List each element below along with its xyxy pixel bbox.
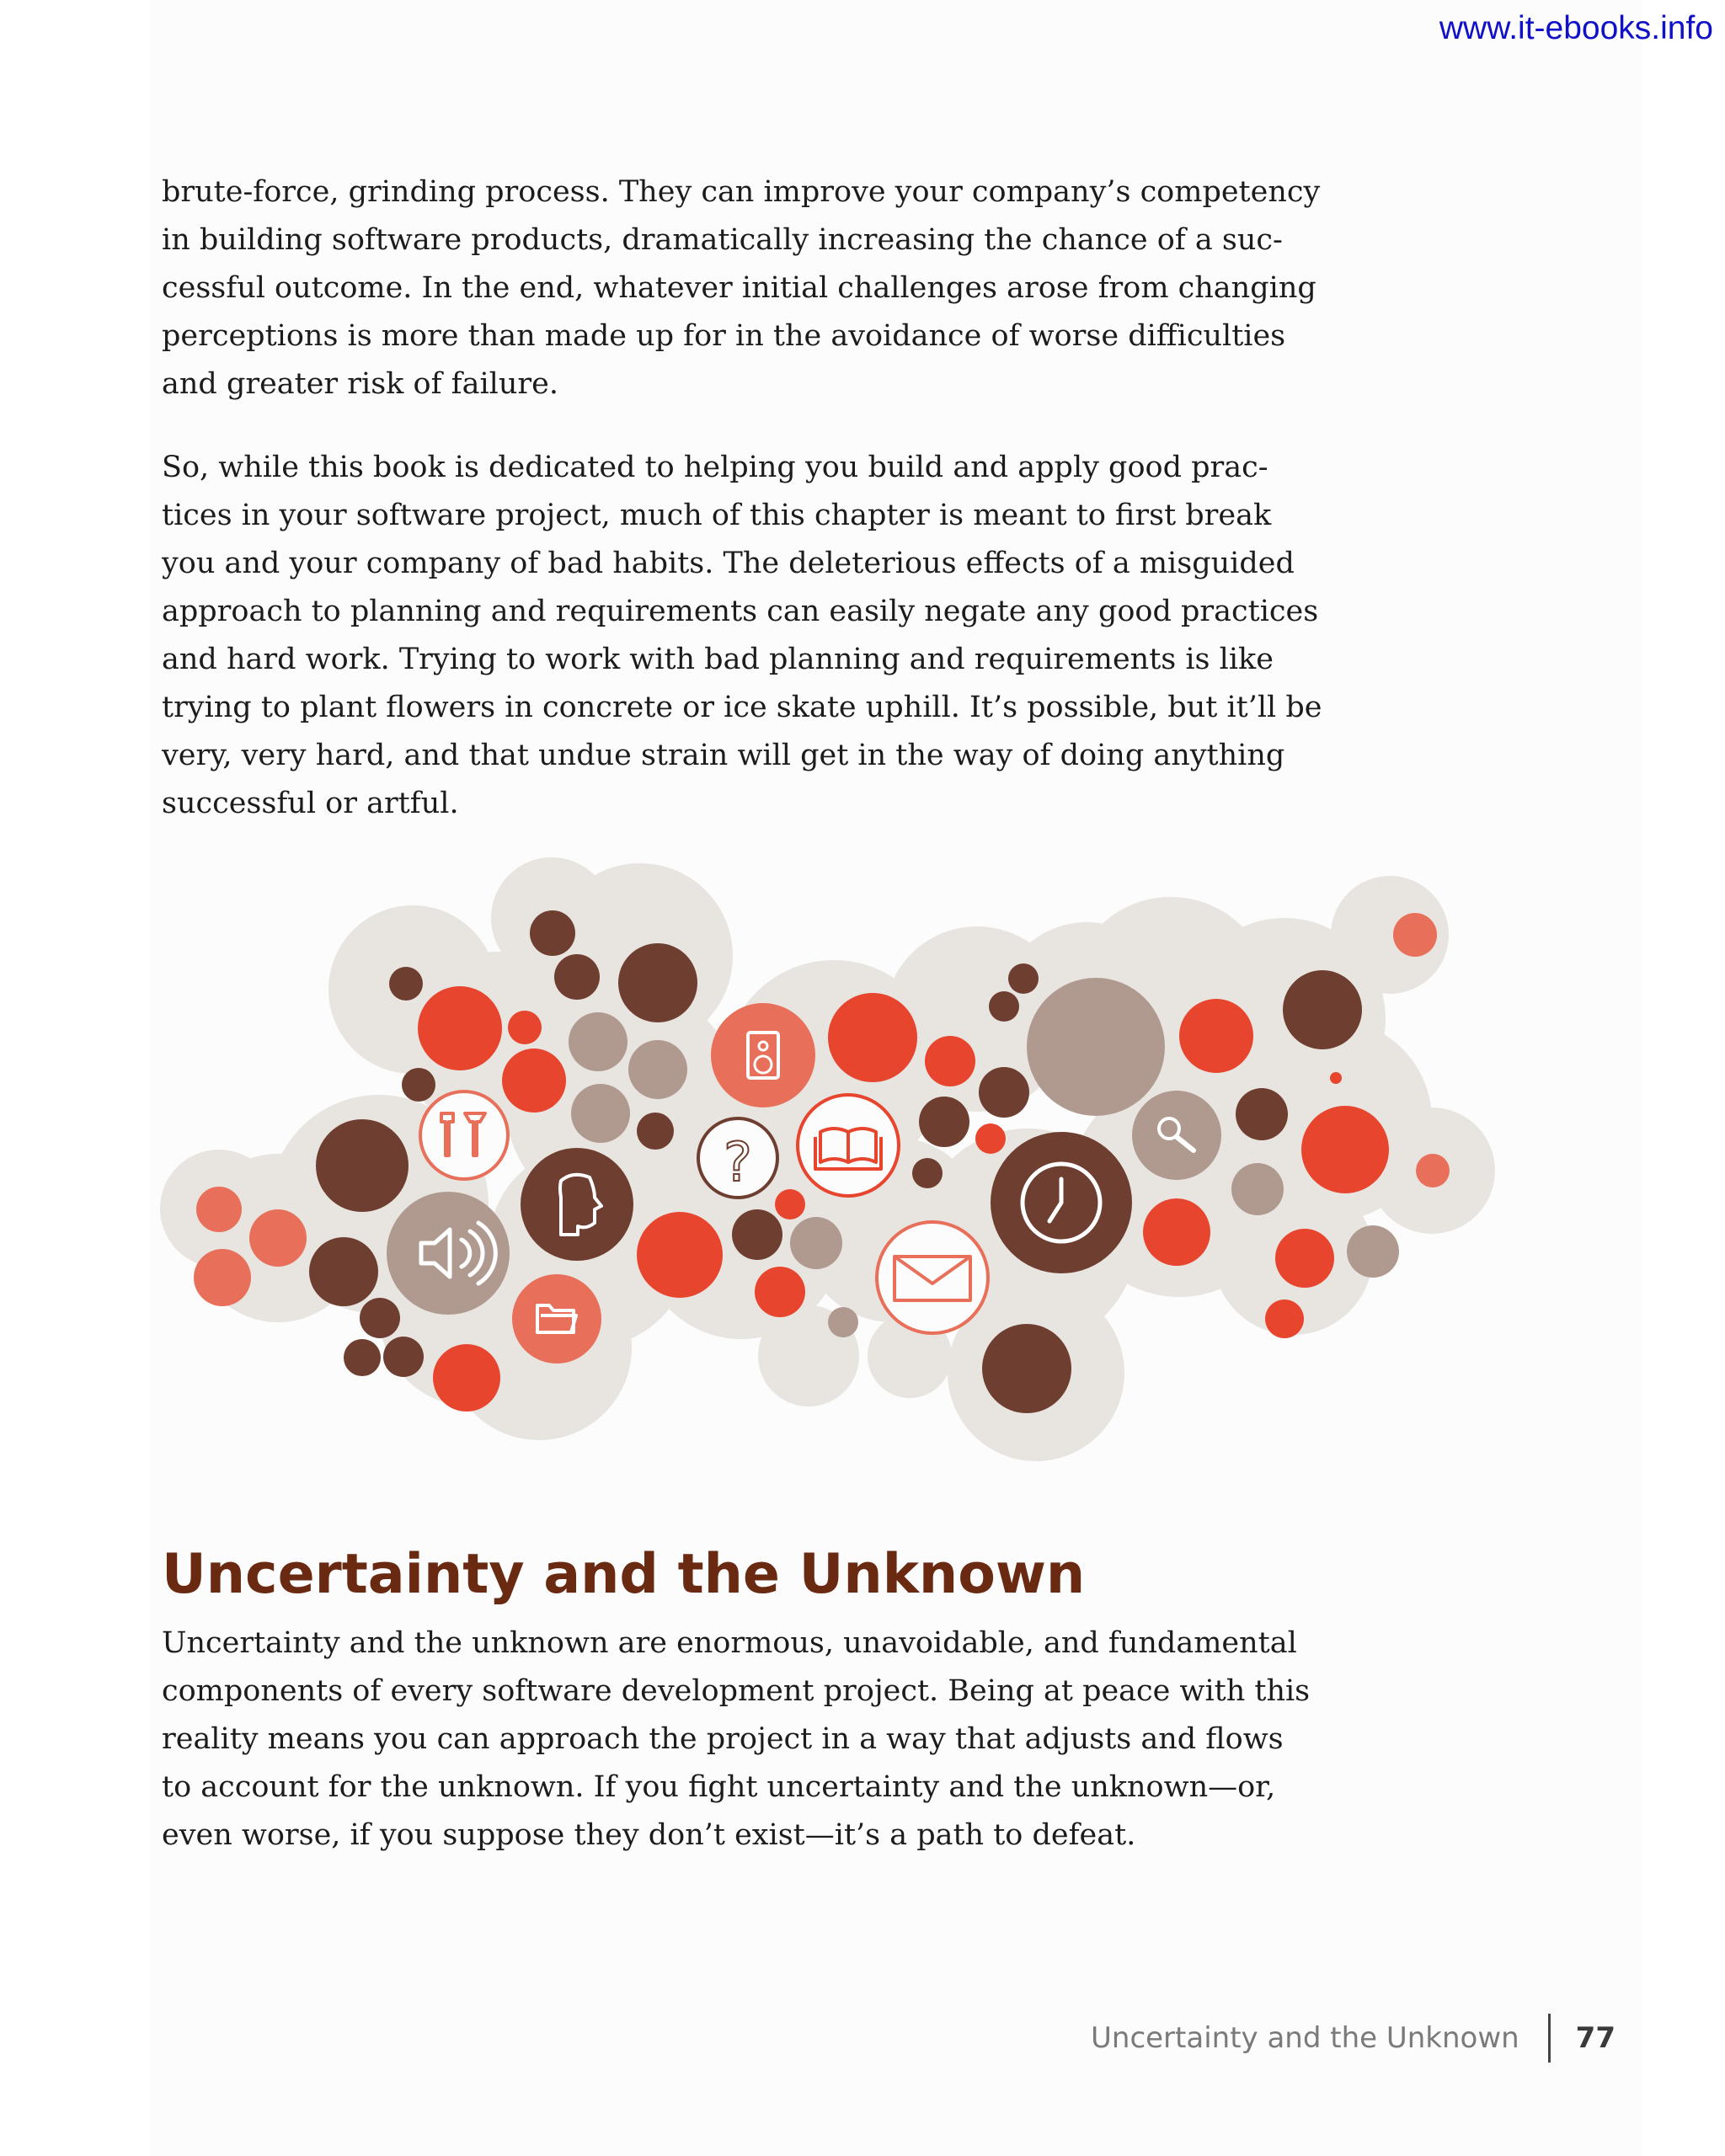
text-line: components of every software development project. Being at peace with this: [162, 1674, 1311, 1708]
magnifier-icon: [1132, 1091, 1221, 1180]
text-line: to account for the unknown. If you fight uncertainty and the unknown—or,: [162, 1770, 1276, 1804]
tools-icon: [420, 1091, 508, 1179]
section-heading: Uncertainty and the Unknown: [162, 1543, 1086, 1606]
body-paragraph-2: [162, 444, 1322, 828]
running-footer-title: Uncertainty and the Unknown: [1091, 2021, 1519, 2055]
envelope-icon: [877, 1222, 988, 1333]
text-line: even worse, if you suppose they don’t exist—it’s a path to defeat.: [162, 1818, 1136, 1852]
svg-text:?: ?: [724, 1132, 752, 1194]
text-line: So, while this book is dedicated to helping you build and apply good prac-: [162, 451, 1268, 484]
text-line: brute-force, grinding process. They can improve your company’s competency: [162, 175, 1321, 209]
footer-divider: [1548, 2014, 1551, 2063]
loudspeaker-icon: [711, 1003, 815, 1107]
text-line: reality means you can approach the project in a way that adjusts and flows: [162, 1722, 1284, 1756]
folder-icon: [512, 1274, 601, 1364]
text-line: very, very hard, and that undue strain will get in the way of doing anything: [162, 739, 1285, 772]
book-icon: [798, 1095, 899, 1196]
section-paragraph: [162, 1620, 1310, 1860]
text-line: successful or artful.: [162, 787, 459, 820]
page-number: 77: [1575, 2021, 1616, 2055]
text-line: trying to plant flowers in concrete or ice skate uphill. It’s possible, but it’ll be: [162, 691, 1322, 724]
body-paragraph-1: [162, 168, 1320, 408]
watermark-link[interactable]: www.it-ebooks.info: [1439, 10, 1713, 46]
bubble-illustration: [135, 851, 1516, 1465]
text-line: you and your company of bad habits. The deleterious effects of a misguided: [162, 547, 1295, 580]
text-line: and greater risk of failure.: [162, 367, 558, 401]
page-footer: [1091, 2013, 1616, 2063]
text-line: cessful outcome. In the end, whatever initial challenges arose from changing: [162, 271, 1316, 305]
clock-icon: [991, 1132, 1132, 1273]
head-profile-icon: [521, 1148, 633, 1261]
text-line: perceptions is more than made up for in the avoidance of worse difficulties: [162, 319, 1286, 353]
text-line: tices in your software project, much of this chapter is meant to first break: [162, 499, 1272, 532]
text-line: in building software products, dramatically increasing the chance of a suc-: [162, 223, 1283, 257]
text-line: Uncertainty and the unknown are enormous, unavoidable, and fundamental: [162, 1626, 1297, 1660]
text-line: approach to planning and requirements can easily negate any good practices: [162, 595, 1319, 628]
text-line: and hard work. Trying to work with bad planning and requirements is like: [162, 643, 1274, 676]
speaker-icon: [387, 1192, 510, 1315]
question-icon: [698, 1118, 777, 1198]
